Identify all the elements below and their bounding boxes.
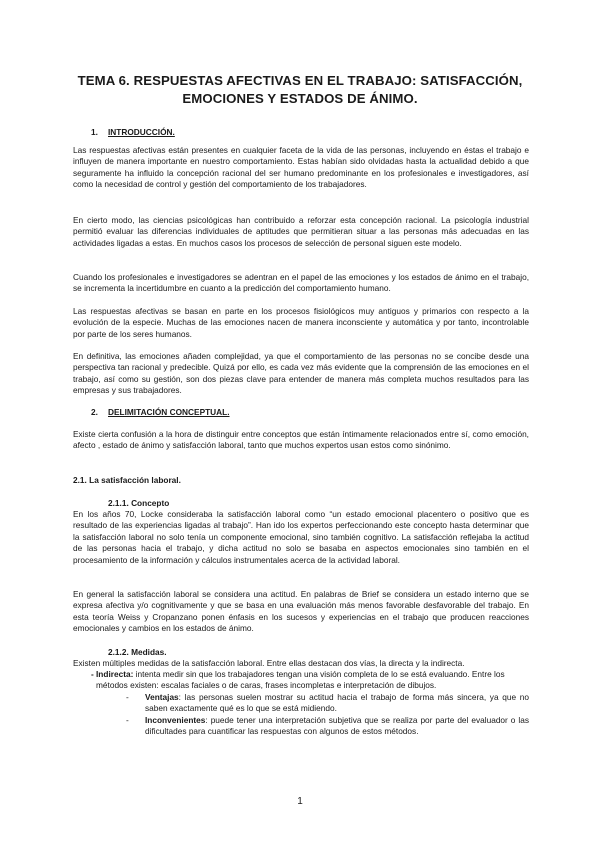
section-label: DELIMITACIÓN CONCEPTUAL. [108, 407, 230, 417]
concepto-paragraph-2: En general la satisfacción laboral se considera una actitud. En palabras de Brief se considera un estado interno que se expresa afectiva y/o cognitivamente y que se basa en una evaluación más menos favorable desfavorable del trabajo. En esta teoría Weiss y Cropanzano ponen énfasis en los sucesos y experiencias en el trabajo que producen reacciones emocionales y cambios en los estados de ánimo. [73, 589, 529, 634]
title-line-1: TEMA 6. RESPUESTAS AFECTIVAS EN EL TRABAJO: SATISFACCIÓN, [77, 73, 523, 88]
list-item-ventajas [126, 692, 529, 715]
subsubsection-heading-medidas: 2.1.2. Medidas. [108, 647, 167, 657]
section-number: 2. [91, 407, 98, 417]
list-item-indirecta [91, 669, 529, 692]
page-number: 1 [297, 796, 303, 807]
subsubsection-heading-concepto: 2.1.1. Concepto [108, 498, 170, 508]
list-item-lead: Indirecta: [96, 669, 134, 679]
list-item-inconvenientes [126, 715, 529, 738]
section-heading-delimitacion [91, 407, 230, 417]
section-label: INTRODUCCIÓN. [108, 127, 175, 137]
section-number: 1. [91, 127, 98, 137]
concepto-paragraph-1: En los años 70, Locke consideraba la satisfacción laboral como “un estado emocional placentero o positivo que es resultado de las experiencias ligadas al trabajo”. Han ido los expertos perfeccionando este concepto hasta determinar que la satisfacción laboral no solo tenía un componente emocional, sino también cognitivo. La satisfacción reflejaba la actitud de las personas hacia el trabajo, y dicha actitud no solo se basaba en aspectos emocionales sino también en el procesamiento de la información y cálculos instrumentales acerca de la actividad laboral. [73, 509, 529, 565]
intro-paragraph-4: Las respuestas afectivas se basan en parte en los procesos fisiológicos muy antiguos y primarios con respecto a la evolución de la especie. Muchas de las emociones nacen de manera inconsciente y automática y por tanto, incontrolable por parte de los seres humanos. [73, 306, 529, 339]
title-line-2: EMOCIONES Y ESTADOS DE ÁNIMO. [182, 91, 418, 106]
intro-paragraph-5: En definitiva, las emociones añaden complejidad, ya que el comportamiento de las personas no se concibe desde una perspectiva tan racional y predecible. Quizá por ello, es cada vez más evidente que la comprensión de las emociones en el trabajo, así como su gestión, son dos piezas clave para entender de manera más completa muchos resultados para las empresas y sus trabajadores. [73, 351, 529, 396]
bullet-mark: - [91, 669, 94, 679]
list-item-text: intenta medir sin que los trabajadores tengan una visión completa de lo se está evaluando. Entre los métodos existen: escalas faciales o de caras, frases incompletas e interpretación de dibujos. [96, 669, 505, 691]
document-title [60, 72, 540, 108]
intro-paragraph-3: Cuando los profesionales e investigadores se adentran en el papel de las emociones y los estados de ánimo en el trabajo, se incrementa la incertidumbre en cuanto a la predicción del comportamiento humano. [73, 272, 529, 294]
section-heading-introduccion [91, 127, 175, 137]
medidas-intro-paragraph: Existen múltiples medidas de la satisfacción laboral. Entre ellas destacan dos vías, la directa y la indirecta. [73, 658, 465, 668]
dash-mark: - [126, 692, 129, 702]
subsection-heading-satisfaccion: 2.1. La satisfacción laboral. [73, 475, 181, 485]
list-item-lead: Inconvenientes [145, 715, 206, 725]
intro-paragraph-1: Las respuestas afectivas están presentes en cualquier faceta de la vida de las personas, incluyendo en éstas el trabajo e influyen de manera importante en nuestro comportamiento. Estas habían sido olvidadas hasta la actualidad debido a que seguramente ha influido la concepción racional del ser humano predominante en los profesionales e investigadores, así como la necesidad de control y gestión del comportamiento de los trabajadores. [73, 145, 529, 190]
dash-mark: - [126, 715, 129, 725]
list-item-text: : las personas suelen mostrar su actitud hacia el trabajo de forma más sincera, ya que no saben exactamente qué es lo que se está midiendo. [145, 692, 529, 714]
intro-paragraph-2: En cierto modo, las ciencias psicológicas han contribuido a reforzar esta concepción racional. La psicología industrial permitió evaluar las diferencias individuales de aptitudes que permitieran situar a las personas más adecuadas en las actividades ligadas a estas. En muchos casos los procesos de selección de personal siguen este modelo. [73, 215, 529, 248]
list-item-text: : puede tener una interpretación subjetiva que se realiza por parte del evaluador o las dificultades para cuantificar las respuestas con algunos de estos métodos. [145, 715, 529, 737]
list-item-lead: Ventajas [145, 692, 179, 702]
delimitacion-paragraph: Existe cierta confusión a la hora de distinguir entre conceptos que están íntimamente relacionados entre sí, como emoción, afecto , estado de ánimo y satisfacción laboral, tanto que muchos expertos usan estos como sinónimo. [73, 429, 529, 451]
